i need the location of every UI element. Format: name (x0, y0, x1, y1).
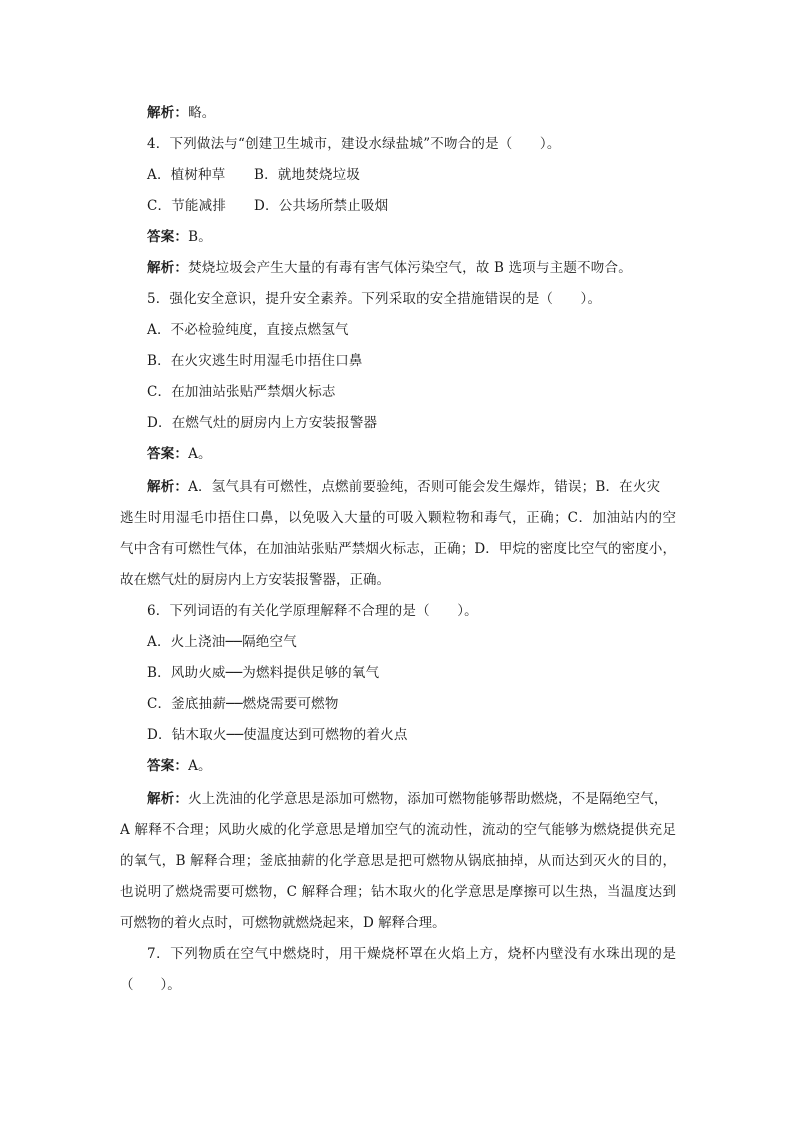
analysis-text: 略。 (188, 105, 216, 121)
q6-option-b: B．风助火威──为燃料提供足够的氧气 (147, 665, 380, 681)
q4-option-d: D．公共场所禁止吸烟 (254, 198, 389, 214)
analysis-text: 焚烧垃圾会产生大量的有毒有害气体污染空气，故 B 选项与主题不吻合。 (188, 260, 632, 276)
q6-answer (147, 756, 212, 776)
answer-label: 答案： (147, 446, 189, 462)
q4-options-row-1 (147, 165, 360, 185)
q4-stem: 4．下列做法与“创建卫生城市，建设水绿盐城”不吻合的是（ ）。 (147, 136, 561, 152)
answer-label: 答案： (147, 229, 189, 245)
answer-text: A。 (188, 446, 212, 462)
analysis-label: 解析： (147, 105, 189, 121)
q4-analysis (147, 258, 632, 278)
q4-option-b: B．就地焚烧垃圾 (254, 167, 361, 183)
q5-analysis-line-2: 逃生时用湿毛巾捂住口鼻，以免吸入大量的可吸入颗粒物和毒气，正确；C．加油站内的空 (120, 510, 676, 526)
analysis-label: 解析： (147, 479, 189, 495)
q5-option-c: C．在加油站张贴严禁烟火标志 (147, 384, 336, 400)
q6-option-c: C．釜底抽薪──燃烧需要可燃物 (147, 696, 339, 712)
analysis-label: 解析： (147, 260, 189, 276)
q5-option-b: B．在火灾逃生时用湿毛巾捂住口鼻 (147, 353, 363, 369)
analysis-text: A．氢气具有可燃性，点燃前要验纯，否则可能会发生爆炸，错误；B．在火灾 (188, 479, 661, 495)
q5-stem: 5．强化安全意识，提升安全素养。下列采取的安全措施错误的是（ ）。 (147, 291, 602, 307)
q7-stem-line-2: （ ）。 (120, 977, 181, 993)
q5-option-a: A．不必检验纯度，直接点燃氢气 (147, 322, 349, 338)
q4-option-c: C．节能减排 (147, 198, 227, 214)
q5-analysis-line-4: 故在燃气灶的厨房内上方安装报警器，正确。 (120, 572, 390, 588)
q4-options-row-2 (147, 196, 388, 216)
q6-analysis-line-2: A 解释不合理；风助火威的化学意思是增加空气的流动性，流动的空气能够为燃烧提供充足 (120, 822, 676, 838)
q6-option-a: A．火上浇油──隔绝空气 (147, 634, 297, 650)
q7-stem-line-1: 7．下列物质在空气中燃烧时，用干燥烧杯罩在火焰上方，烧杯内壁没有水珠出现的是 (147, 946, 676, 962)
q4-answer (147, 227, 212, 247)
q6-stem: 6．下列词语的有关化学原理解释不合理的是（ ）。 (147, 603, 478, 619)
q3-analysis (147, 103, 216, 123)
answer-text: A。 (188, 758, 212, 774)
analysis-text: 火上洗油的化学意思是添加可燃物，添加可燃物能够帮助燃烧，不是隔绝空气， (188, 791, 668, 807)
q5-answer (147, 444, 212, 464)
q6-option-d: D．钻木取火──使温度达到可燃物的着火点 (147, 727, 408, 743)
analysis-label: 解析： (147, 791, 189, 807)
q6-analysis-line-5: 可燃物的着火点时，可燃物就燃烧起来，D 解释合理。 (120, 915, 446, 931)
answer-label: 答案： (147, 758, 189, 774)
q6-analysis-line-4: 也说明了燃烧需要可燃物，C 解释合理；钻木取火的化学意思是摩擦可以生热，当温度达到 (120, 884, 676, 900)
q6-analysis-line-1 (147, 789, 668, 809)
q5-analysis-line-1 (147, 477, 660, 497)
q4-option-a: A．植树种草 (147, 167, 226, 183)
answer-text: B。 (188, 229, 212, 245)
q6-analysis-line-3: 的氧气，B 解释合理；釜底抽薪的化学意思是把可燃物从锅底抽掉，从而达到灭火的目的， (120, 853, 676, 869)
q5-option-d: D．在燃气灶的厨房内上方安装报警器 (147, 415, 378, 431)
q5-analysis-line-3: 气中含有可燃性气体，在加油站张贴严禁烟火标志，正确；D．甲烷的密度比空气的密度小， (120, 541, 676, 557)
